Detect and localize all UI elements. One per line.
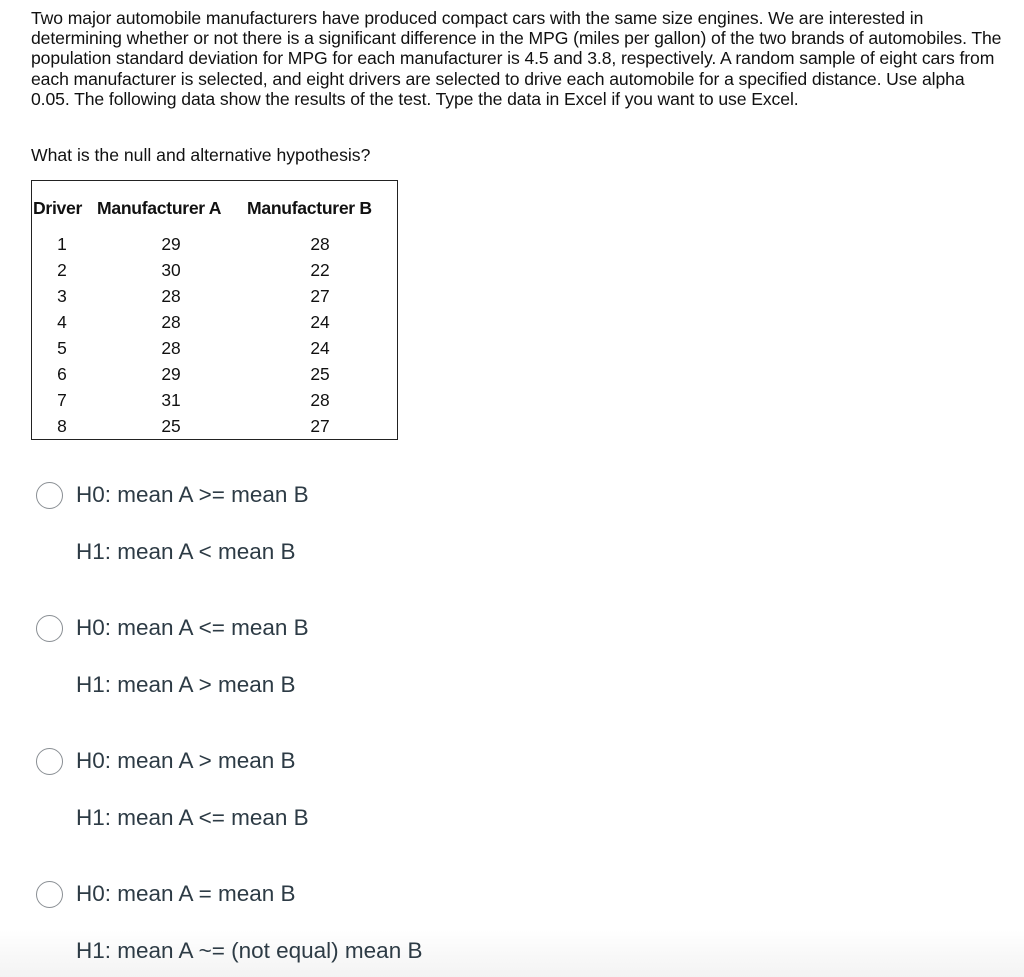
cell-manufacturer-a: 28 [161,338,181,358]
cell-manufacturer-b: 28 [310,390,330,410]
cell-manufacturer-b: 24 [310,338,330,358]
radio-button[interactable] [36,482,63,509]
radio-button[interactable] [36,881,63,908]
header-driver: Driver [33,198,83,218]
cell-manufacturer-b: 24 [310,312,330,332]
table-row [32,338,397,360]
cell-manufacturer-b: 27 [310,416,330,436]
cell-manufacturer-a: 29 [161,364,181,384]
table-row [32,286,397,308]
radio-button[interactable] [36,748,63,775]
cell-manufacturer-a: 29 [161,234,181,254]
cell-manufacturer-b: 25 [310,364,330,384]
answer-option-3[interactable] [36,744,736,844]
option-h0-text: H0: mean A > mean B [76,748,296,773]
cell-driver: 3 [57,286,67,306]
option-h0-text: H0: mean A <= mean B [76,615,309,640]
radio-button[interactable] [36,615,63,642]
cell-driver: 8 [57,416,67,436]
option-h1-text: H1: mean A ~= (not equal) mean B [76,938,423,963]
cell-driver: 6 [57,364,67,384]
option-h0-text: H0: mean A = mean B [76,881,296,906]
header-manufacturer-b: Manufacturer B [247,198,372,218]
cell-manufacturer-b: 27 [310,286,330,306]
question-prompt: What is the null and alternative hypothesis? [31,145,371,165]
cell-manufacturer-a: 28 [161,286,181,306]
option-h1-text: H1: mean A > mean B [76,672,296,697]
table-row [32,312,397,334]
option-h1-text: H1: mean A < mean B [76,539,296,564]
cell-manufacturer-a: 28 [161,312,181,332]
table-row [32,416,397,438]
option-h1-text: H1: mean A <= mean B [76,805,309,830]
table-row [32,234,397,256]
cell-driver: 2 [57,260,67,280]
header-manufacturer-a: Manufacturer A [97,198,222,218]
cell-driver: 5 [57,338,67,358]
question-text: Two major automobile manufacturers have produced compact cars with the same size engines. We are interested in determining whether or not there is a significant difference in the MPG (miles per gallon) of the two brands of automobiles. The population standard deviation for MPG for each manufacturer is 4.5 and 3.8, respectively. A random sample of eight cars from each manufacturer is selected, and eight drivers are selected to drive each automobile for a specified distance. Use alpha 0.05. The following data show the results of the test. Type the data in Excel if you want to use Excel. [31,8,1002,109]
cell-manufacturer-a: 30 [161,260,181,280]
table-header-row [32,198,397,220]
cell-driver: 4 [57,312,67,332]
table-row [32,364,397,386]
option-h0-text: H0: mean A >= mean B [76,482,309,507]
table-row [32,390,397,412]
data-table [31,180,398,440]
table-row [32,260,397,282]
cell-driver: 7 [57,390,67,410]
cell-manufacturer-a: 25 [161,416,181,436]
cell-manufacturer-b: 22 [310,260,330,280]
cell-manufacturer-b: 28 [310,234,330,254]
answer-option-4[interactable] [36,877,736,977]
cell-manufacturer-a: 31 [161,390,181,410]
cell-driver: 1 [57,234,67,254]
answer-option-2[interactable] [36,611,736,711]
answer-option-1[interactable] [36,478,736,578]
